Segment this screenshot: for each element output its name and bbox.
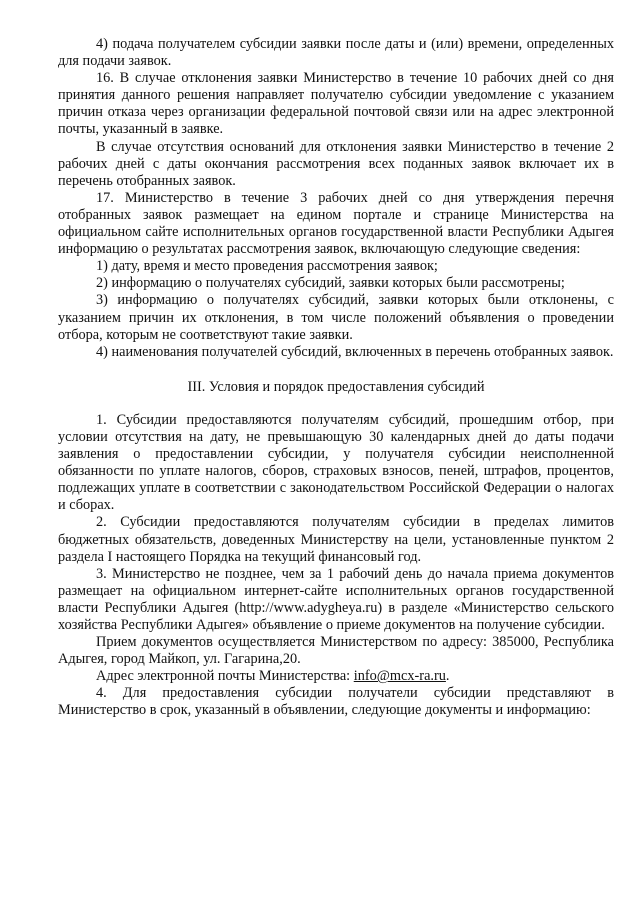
section3-paragraph-3-email [58, 668, 614, 685]
email-suffix: . [445, 668, 450, 685]
paragraph-item-4: 4) подача получателем субсидии заявки после даты и (или) времени, определенных для подачи заявок. [58, 36, 614, 70]
paragraph-16-continued: В случае отсутствия оснований для отклонения заявки Министерство в течение 2 рабочих дней с даты окончания рассмотрения всех поданных заявок включает их в перечень отобранных заявок. [58, 138, 614, 189]
section3-paragraph-1: 1. Субсидии предоставляются получателям субсидий, прошедшим отбор, при условии отсутствия на дату, не превышающую 30 календарных дней до даты подачи заявления о предоставлении субсидии, у получателя субсидии неисполненной обязанности по уплате налогов, сборов, страховых взносов, пеней, штрафов, процентов, подлежащих уплате в соответствии с законодательством Российской Федерации о налогах и сборах. [58, 411, 614, 514]
section3-paragraph-2: 2. Субсидии предоставляются получателям субсидии в пределах лимитов бюджетных обязательств, доведенных Министерству на цели, установленные пунктом 2 раздела I настоящего Порядка на текущий финансовый год. [58, 514, 614, 565]
section-heading: III. Условия и порядок предоставления субсидий [187, 378, 485, 395]
email-prefix: Адрес электронной почты Министерства: [96, 668, 354, 685]
section3-paragraph-3: 3. Министерство не позднее, чем за 1 рабочий день до начала приема документов размещает на официальном интернет-сайте исполнительных органов государственной власти Республики Адыгея (http://www.adygheya.ru) в разделе «Министерство сельского хозяйства Республики Адыгея» объявление о приеме документов на получение субсидии. [58, 565, 614, 633]
section3-paragraph-3-address: Прием документов осуществляется Министерством по адресу: 385000, Республика Адыгея, город Майкоп, ул. Гагарина,20. [58, 634, 614, 668]
paragraph-17: 17. Министерство в течение 3 рабочих дней со дня утверждения перечня отобранных заявок размещает на едином портале и странице Министерства на официальном сайте исполнительных органов государственной власти Республики Адыгея информацию о результатах рассмотрения заявок, включающую следующие сведения: [58, 189, 614, 258]
paragraph-17-item-1: 1) дату, время и место проведения рассмотрения заявок; [96, 258, 438, 275]
email-link[interactable]: info@mcx-ra.ru [353, 668, 446, 685]
paragraph-17-item-2: 2) информацию о получателях субсидий, заявки которых были рассмотрены; [96, 275, 565, 292]
paragraph-17-item-4: 4) наименования получателей субсидий, включенных в перечень отобранных заявок. [96, 343, 614, 360]
section3-paragraph-4: 4. Для предоставления субсидии получатели субсидии представляют в Министерство в срок, указанный в объявлении, следующие документы и информацию: [58, 685, 614, 719]
paragraph-16: 16. В случае отклонения заявки Министерство в течение 10 рабочих дней со дня принятия данного решения направляет получателю субсидии уведомление с указанием причин отказа через организации федеральной почтовой связи или на адрес электронной почты, указанный в заявке. [58, 70, 614, 138]
paragraph-17-item-3: 3) информацию о получателях субсидий, заявки которых были отклонены, с указанием причин их отклонения, в том числе положений объявления о проведении отбора, которым не соответствуют такие заявки. [58, 292, 614, 343]
